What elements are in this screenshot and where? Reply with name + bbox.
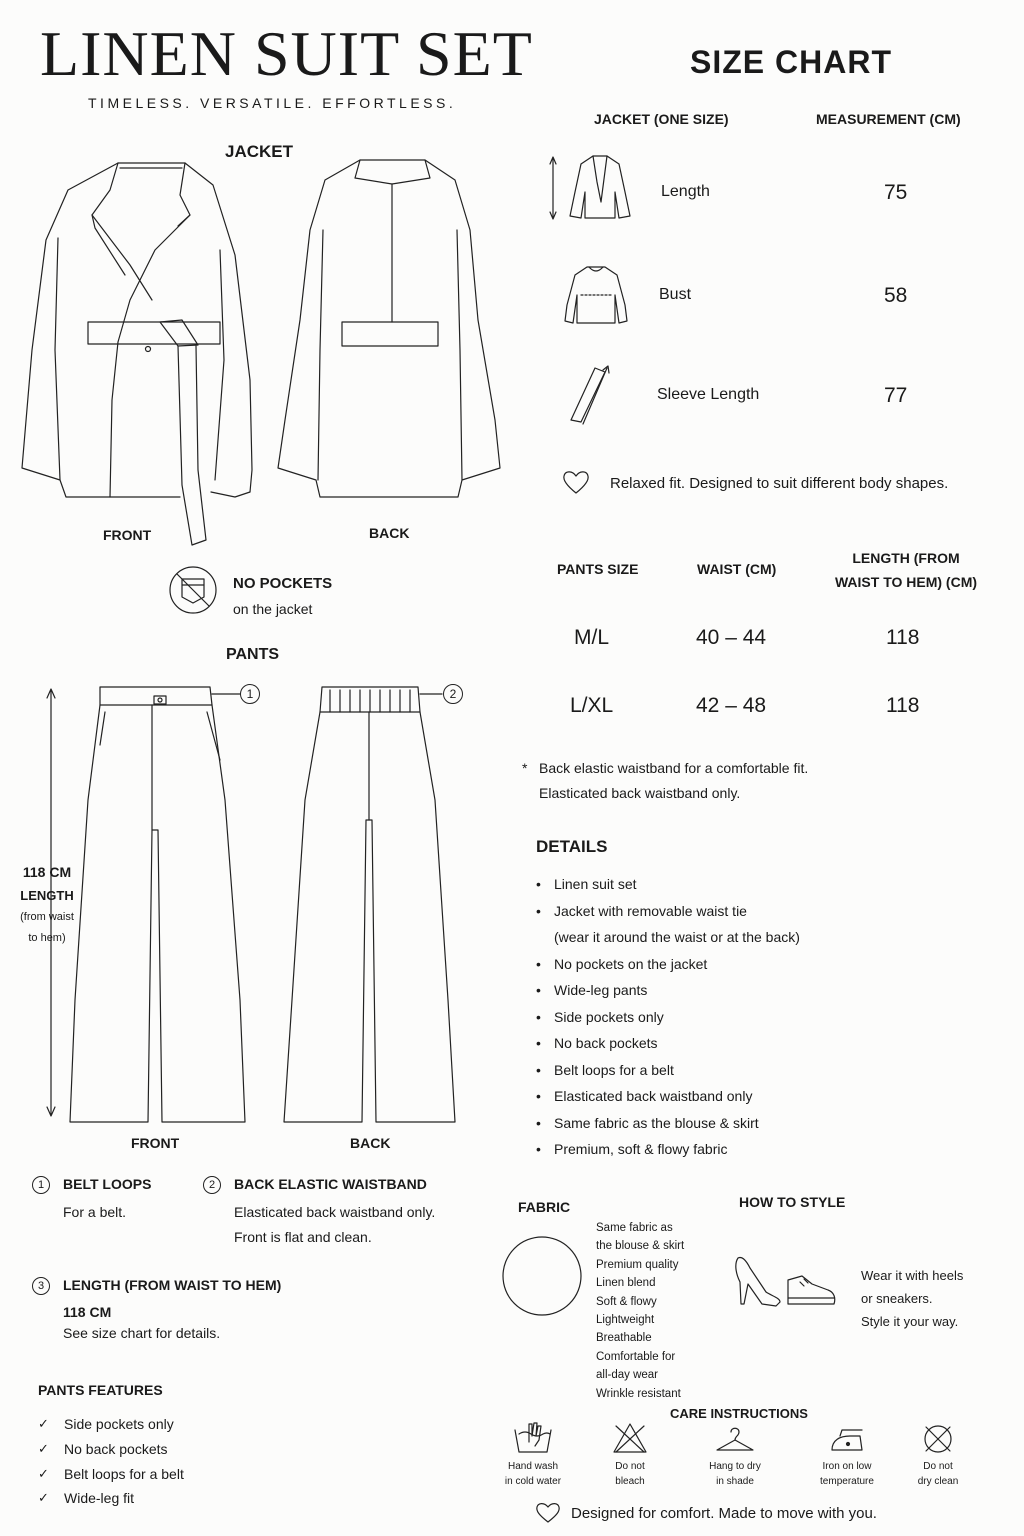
care-line: in shade [716, 1476, 754, 1487]
style-line: Style it your way. [861, 1314, 959, 1329]
care-line: Iron on low [822, 1461, 872, 1472]
asterisk: * [522, 760, 528, 776]
care-line: Do not [923, 1461, 953, 1472]
fabric-heading: FABRIC [518, 1199, 571, 1215]
marker-1: 1 [240, 684, 260, 704]
marker-2: 2 [443, 684, 463, 704]
care-line: Hand wash [507, 1461, 559, 1472]
list-item: • No back pockets [536, 1034, 856, 1061]
jacket-length-icon [545, 152, 640, 224]
fabric-line: Breathable [596, 1332, 652, 1345]
feature-text: See size chart for details. [63, 1325, 221, 1341]
belt-loops-marker [240, 684, 260, 704]
jacket-front-label: FRONT [103, 527, 152, 543]
care-iron-low [807, 1459, 887, 1489]
fabric-line: Premium quality [596, 1258, 679, 1271]
pants-features-heading: PANTS FEATURES [38, 1382, 163, 1398]
list-item: • Linen suit set [536, 875, 856, 902]
pants-front-label: FRONT [131, 1135, 180, 1151]
pants-length-ml: 118 [886, 626, 920, 649]
pants-size-column-header: PANTS SIZE [557, 561, 639, 577]
pants-note-1: Back elastic waistband for a comfortable fit. [539, 760, 809, 776]
no-dry-clean-icon [922, 1423, 954, 1455]
style-line: Wear it with heels [861, 1268, 964, 1283]
pants-length-label: LENGTH [20, 888, 74, 903]
pants-size-ml: M/L [574, 626, 610, 649]
list-item: • Premium, soft & flowy fabric [536, 1140, 856, 1167]
pants-length-note-1: (from waist [20, 911, 74, 923]
fabric-swatch-icon [500, 1234, 584, 1318]
size-chart-heading: SIZE CHART [690, 44, 892, 80]
footer-heart-icon [535, 1502, 561, 1524]
pants-note-2: Elasticated back waistband only. [539, 785, 741, 801]
pants-size-lxl: L/XL [570, 694, 614, 717]
check-icon: ✓ [38, 1441, 49, 1457]
list-item-label: Belt loops for a belt [64, 1465, 184, 1482]
fit-note: Relaxed fit. Designed to suit different body shapes. [610, 475, 949, 492]
care-line: Hang to dry [709, 1461, 761, 1472]
care-line: Do not [615, 1461, 645, 1472]
feature-number: 1 [32, 1176, 50, 1194]
feature-number: 2 [203, 1176, 221, 1194]
care-no-bleach [590, 1459, 670, 1489]
pants-features-list [38, 1412, 184, 1511]
bust-icon [565, 265, 630, 327]
feature-title: BELT LOOPS [63, 1176, 152, 1192]
fabric-line: the blouse & skirt [596, 1240, 685, 1253]
how-to-style-heading: HOW TO STYLE [739, 1194, 846, 1210]
page-title: LINEN SUIT SET [40, 18, 533, 89]
check-icon: ✓ [38, 1416, 49, 1432]
measurement-column-header: MEASUREMENT (CM) [816, 111, 961, 127]
heart-icon [562, 470, 590, 496]
care-line: in cold water [504, 1476, 562, 1487]
care-heading: CARE INSTRUCTIONS [670, 1406, 808, 1421]
feature-title: LENGTH (FROM WAIST TO HEM) [63, 1277, 282, 1293]
length-column-header-line1: LENGTH (FROM [852, 550, 960, 566]
care-hand-wash [493, 1459, 573, 1489]
no-pockets-title: NO POCKETS [233, 575, 333, 592]
list-item: • Side pockets only [536, 1008, 856, 1035]
waistband-marker [443, 684, 463, 704]
footer-tagline: Designed for comfort. Made to move with you. [571, 1505, 877, 1522]
fabric-line: Wrinkle resistant [596, 1387, 681, 1400]
how-to-style-text [861, 1264, 963, 1333]
pants-back-label: BACK [350, 1135, 391, 1151]
list-item [38, 1486, 184, 1511]
feature-text: For a belt. [63, 1204, 127, 1220]
list-item: • Jacket with removable waist tie [536, 902, 856, 929]
feature-text: Front is flat and clean. [234, 1229, 372, 1245]
no-bleach-icon [612, 1422, 648, 1454]
waist-column-header: WAIST (CM) [697, 561, 777, 577]
list-item: • Wide-leg pants [536, 981, 856, 1008]
care-hang-dry [695, 1459, 775, 1489]
details-list [536, 875, 856, 1167]
sleeve-length-label: Sleeve Length [657, 386, 760, 403]
length-column-header-line2: WAIST TO HEM) (CM) [834, 574, 978, 590]
bust-label: Bust [659, 286, 692, 303]
list-item-label: Wide-leg fit [64, 1490, 135, 1507]
jacket-heading: JACKET [225, 142, 294, 161]
list-item: • No pockets on the jacket [536, 955, 856, 982]
fabric-line: Lightweight [596, 1314, 655, 1327]
jacket-back-label: BACK [369, 525, 410, 541]
jacket-length-label: Length [661, 183, 710, 200]
care-no-dry-clean [898, 1459, 978, 1489]
pants-length-value: 118 CM [22, 864, 72, 880]
fabric-line: Linen blend [596, 1277, 656, 1290]
shoes-icon [732, 1254, 840, 1314]
list-item [38, 1437, 184, 1462]
list-item [38, 1461, 184, 1486]
feature-title: BACK ELASTIC WAISTBAND [234, 1176, 427, 1192]
tagline: TIMELESS. VERSATILE. EFFORTLESS. [88, 95, 457, 111]
hand-wash-icon [513, 1420, 553, 1456]
list-item-label: No back pockets [64, 1441, 168, 1458]
care-line: dry clean [917, 1476, 959, 1487]
sleeve-length-icon [565, 364, 620, 426]
list-item: • Same fabric as the blouse & skirt [536, 1114, 856, 1141]
details-heading: DETAILS [536, 837, 608, 856]
no-pockets-subtitle: on the jacket [233, 601, 313, 617]
list-item [38, 1412, 184, 1437]
pants-waist-ml: 40 – 44 [696, 626, 767, 649]
fabric-line: Same fabric as [596, 1222, 673, 1234]
pants-length-lxl: 118 [886, 694, 920, 717]
fabric-line: all-day wear [596, 1369, 658, 1382]
bust-value: 58 [884, 284, 908, 307]
list-item: • Belt loops for a belt [536, 1061, 856, 1088]
iron-low-icon [826, 1426, 866, 1454]
hang-dry-icon [715, 1424, 755, 1454]
fabric-list [596, 1219, 706, 1403]
sleeve-length-value: 77 [884, 384, 908, 407]
care-line: bleach [615, 1476, 645, 1487]
pants-waist-lxl: 42 – 48 [696, 694, 767, 717]
feature-number: 3 [32, 1277, 50, 1295]
feature-text: Elasticated back waistband only. [234, 1204, 436, 1220]
check-icon: ✓ [38, 1465, 49, 1481]
pants-length-note-2: to hem) [28, 932, 66, 944]
style-line: or sneakers. [861, 1291, 933, 1306]
list-item-label: Side pockets only [64, 1416, 174, 1433]
pants-heading: PANTS [226, 646, 280, 663]
fabric-line: Comfortable for [596, 1350, 676, 1363]
jacket-size-column-header: JACKET (ONE SIZE) [594, 111, 729, 127]
care-line: temperature [820, 1476, 874, 1487]
fabric-line: Soft & flowy [596, 1295, 657, 1308]
list-item-continuation: (wear it around the waist or at the back) [554, 929, 800, 945]
check-icon: ✓ [38, 1490, 49, 1506]
feature-value: 118 CM [63, 1304, 112, 1320]
list-item: • Elasticated back waistband only [536, 1087, 856, 1114]
jacket-length-value: 75 [884, 181, 908, 204]
